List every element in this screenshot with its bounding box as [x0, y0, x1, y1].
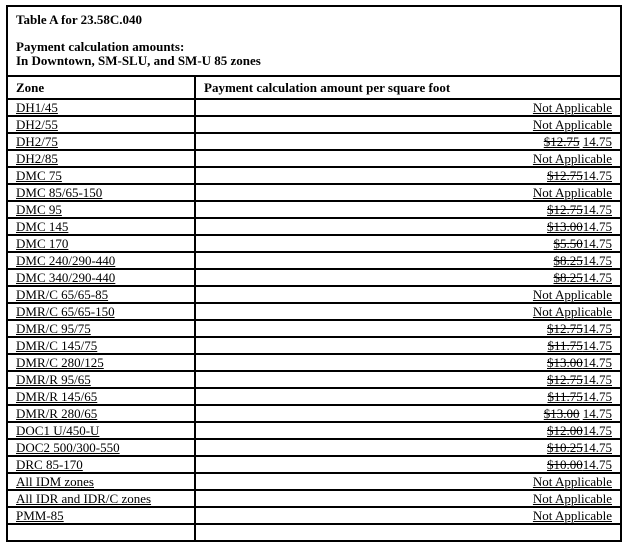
zone-cell [7, 116, 195, 133]
column-header-row [7, 76, 621, 99]
not-applicable-value: Not Applicable [532, 491, 612, 506]
zone-label: DMR/C 280/125 [16, 355, 104, 370]
zone-cell [7, 286, 195, 303]
old-amount: $12.75 [547, 168, 583, 183]
table-row [7, 337, 621, 354]
zone-table-body [7, 99, 621, 541]
zone-cell [7, 507, 195, 524]
zone-label: DMR/C 145/75 [16, 338, 98, 353]
amount-cell [195, 439, 621, 456]
amount-cell [195, 303, 621, 320]
zone-label: DMR/R 280/65 [16, 406, 98, 421]
zone-label: DMR/R 145/65 [16, 389, 98, 404]
amount-cell [195, 507, 621, 524]
old-amount: $12.75 [547, 321, 583, 336]
table-subtitle-line2: In Downtown, SM-SLU, and SM-U 85 zones [16, 53, 261, 68]
old-amount: $8.25 [553, 253, 583, 268]
table-row [7, 439, 621, 456]
zone-cell [7, 252, 195, 269]
new-amount: 14.75 [582, 440, 612, 455]
old-amount: $11.75 [547, 338, 583, 353]
old-amount: $11.75 [547, 389, 583, 404]
zone-cell [7, 167, 195, 184]
table-subtitle-line1: Payment calculation amounts: [16, 39, 185, 54]
amount-cell [195, 388, 621, 405]
zone-cell [7, 235, 195, 252]
new-amount: 14.75 [582, 321, 612, 336]
zone-label: DRC 85-170 [16, 457, 83, 472]
amount-cell [195, 116, 621, 133]
amount-cell [195, 99, 621, 116]
table-row [7, 235, 621, 252]
new-amount: 14.75 [582, 457, 612, 472]
zone-label: DH2/75 [16, 134, 58, 149]
zone-label: All IDM zones [16, 474, 94, 489]
zone-label: DOC1 U/450-U [16, 423, 100, 438]
table-row [7, 184, 621, 201]
not-applicable-value: Not Applicable [532, 185, 612, 200]
amount-cell [195, 286, 621, 303]
old-amount: $12.75 [547, 202, 583, 217]
amount-cell [195, 201, 621, 218]
old-amount: $13.00 [547, 355, 583, 370]
table-row [7, 133, 621, 150]
zone-label: DMR/C 65/65-150 [16, 304, 115, 319]
zone-cell [7, 303, 195, 320]
table-row [7, 269, 621, 286]
table-row [7, 422, 621, 439]
table-title: Table A for 23.58C.040 [16, 12, 143, 27]
old-amount: $5.50 [553, 236, 583, 251]
table-row [7, 286, 621, 303]
amount-cell [195, 371, 621, 388]
table-row [7, 303, 621, 320]
new-amount: 14.75 [582, 372, 612, 387]
amount-cell [195, 320, 621, 337]
amount-cell [195, 252, 621, 269]
table-row [7, 99, 621, 116]
table-row [7, 473, 621, 490]
zone-cell [7, 269, 195, 286]
table-row [7, 116, 621, 133]
table-title-block [7, 6, 621, 76]
not-applicable-value: Not Applicable [532, 287, 612, 302]
amount-cell [195, 490, 621, 507]
zone-label: DMC 240/290-440 [16, 253, 116, 268]
not-applicable-value: Not Applicable [532, 117, 612, 132]
zone-cell [7, 371, 195, 388]
column-header-zone: Zone [7, 76, 195, 99]
zone-cell [7, 218, 195, 235]
old-amount: $13.00 [547, 219, 583, 234]
amount-cell [195, 133, 621, 150]
zone-cell [7, 422, 195, 439]
new-amount: 14.75 [582, 134, 612, 149]
table-row [7, 405, 621, 422]
not-applicable-value: Not Applicable [532, 474, 612, 489]
zone-label: All IDR and IDR/C zones [16, 491, 152, 506]
zone-cell [7, 388, 195, 405]
table-row [7, 320, 621, 337]
zone-label: PMM-85 [16, 508, 64, 523]
table-row [7, 354, 621, 371]
new-amount: 14.75 [582, 219, 612, 234]
new-amount: 14.75 [582, 236, 612, 251]
old-amount: $12.75 [547, 372, 583, 387]
amount-cell [195, 354, 621, 371]
table-row [7, 371, 621, 388]
not-applicable-value: Not Applicable [532, 304, 612, 319]
table-row [7, 167, 621, 184]
amount-cell [195, 218, 621, 235]
title-row [7, 6, 621, 76]
table-row [7, 201, 621, 218]
zone-cell [7, 184, 195, 201]
zone-label: DMC 340/290-440 [16, 270, 116, 285]
new-amount: 14.75 [582, 406, 612, 421]
new-amount: 14.75 [582, 168, 612, 183]
amount-cell [195, 456, 621, 473]
old-amount: $12.75 [543, 134, 580, 149]
table-row [7, 252, 621, 269]
new-amount: 14.75 [582, 202, 612, 217]
amount-cell [195, 473, 621, 490]
table-row [7, 150, 621, 167]
zone-label: DMC 145 [16, 219, 69, 234]
zone-cell [7, 201, 195, 218]
new-amount: 14.75 [582, 253, 612, 268]
table-row [7, 218, 621, 235]
old-amount: $13.00 [543, 406, 580, 421]
table-row [7, 490, 621, 507]
zone-cell [7, 337, 195, 354]
zone-label: DH2/55 [16, 117, 58, 132]
zone-label: DMC 170 [16, 236, 69, 251]
amount-cell [195, 235, 621, 252]
amount-cell [195, 269, 621, 286]
new-amount: 14.75 [582, 355, 612, 370]
old-amount: $10.25 [547, 440, 583, 455]
zone-cell [7, 320, 195, 337]
not-applicable-value: Not Applicable [532, 508, 612, 523]
table-row [7, 456, 621, 473]
old-amount: $8.25 [553, 270, 583, 285]
amount-cell [195, 167, 621, 184]
not-applicable-value: Not Applicable [532, 151, 612, 166]
zone-label: DMR/R 95/65 [16, 372, 91, 387]
zone-label: DMR/C 95/75 [16, 321, 91, 336]
amount-cell [195, 184, 621, 201]
new-amount: 14.75 [582, 338, 612, 353]
not-applicable-value: Not Applicable [532, 100, 612, 115]
zone-cell [7, 490, 195, 507]
table-row [7, 507, 621, 524]
amount-cell [195, 422, 621, 439]
zone-cell [7, 456, 195, 473]
zone-label: DH1/45 [16, 100, 58, 115]
amount-cell [195, 524, 621, 541]
zone-cell [7, 354, 195, 371]
column-header-amount: Payment calculation amount per square foot [195, 76, 621, 99]
zone-cell [7, 405, 195, 422]
old-amount: $12.00 [547, 423, 583, 438]
zone-cell [7, 133, 195, 150]
zone-label: DMC 95 [16, 202, 62, 217]
table-row [7, 388, 621, 405]
old-amount: $10.00 [547, 457, 583, 472]
partial-row [7, 524, 621, 541]
amount-cell [195, 150, 621, 167]
zone-cell [7, 99, 195, 116]
zone-cell [7, 473, 195, 490]
zone-cell [7, 150, 195, 167]
amount-cell [195, 337, 621, 354]
amount-cell [195, 405, 621, 422]
new-amount: 14.75 [582, 270, 612, 285]
zone-label: DMC 85/65-150 [16, 185, 103, 200]
zone-label: DMR/C 65/65-85 [16, 287, 109, 302]
zone-label: DMC 75 [16, 168, 62, 183]
zone-label: DOC2 500/300-550 [16, 440, 120, 455]
payment-calculation-table [6, 5, 622, 542]
new-amount: 14.75 [582, 423, 612, 438]
zone-label: DH2/85 [16, 151, 58, 166]
zone-cell [7, 524, 195, 541]
zone-cell [7, 439, 195, 456]
new-amount: 14.75 [582, 389, 612, 404]
